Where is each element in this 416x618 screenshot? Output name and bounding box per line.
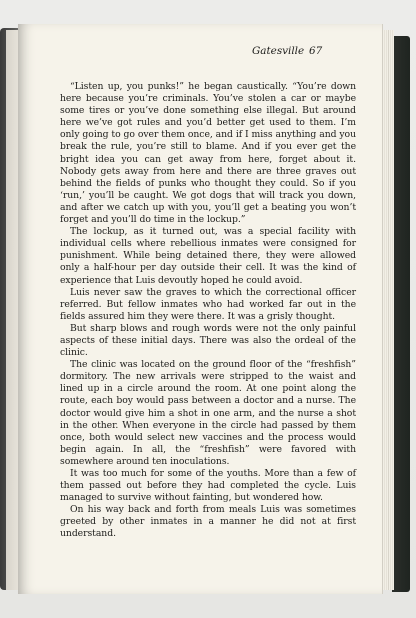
paragraph: On his way back and forth from meals Luis was sometimes greeted by other inmates in a manner he did not at first understand.: [60, 504, 356, 540]
paragraph: The clinic was located on the ground floor of the “freshfish” dormitory. The new arrivals were stripped to the waist and lined up in a circle around the room. At one point along the route, each boy would pass between a doctor and a nurse. The doctor would give him a shot in one arm, and the nurse a shot in the other. When everyone in the circle had passed by them once, both would select new vaccines and the process would begin again. In all, the “freshfish” were favored with somewhere around ten inoculations.: [60, 359, 356, 467]
page-number: 67: [309, 45, 323, 57]
running-head: Gatesville: [252, 45, 305, 57]
paragraph: But sharp blows and rough words were not the only painful aspects of these initial days. There was also the ordeal of the clinic.: [60, 322, 356, 359]
book-cover-right: [392, 36, 410, 592]
paragraph: The lockup, as it turned out, was a special facility with individual cells where rebellious inmates were consigned for punishment. While being detained there, they were allowed only a half-hour per day outside their cell. It was the kind of experience that Luis devoutly hoped he could avoid.: [60, 226, 356, 286]
body-text: [60, 81, 356, 541]
book-page: [18, 24, 382, 594]
paragraph: It was too much for some of the youths. More than a few of them passed out before they had completed the cycle. Luis managed to survive without fainting, but wondered how.: [60, 468, 356, 504]
paragraph: Luis never saw the graves to which the correctional officer referred. But fellow inmates who had worked far out in the fields assured him they were there. It was a grisly thought.: [60, 286, 356, 322]
page-header: [18, 45, 382, 61]
page-stack-edges: [380, 30, 394, 590]
paragraph: “Listen up, you punks!” he began caustically. “You’re down here because you’re criminals. You’ve stolen a car or maybe some tires or you’ve done something else illegal. But around here we’ve got rules and you’d better get used to them. I’m only going to go over them once, and if I miss anything and you break the rule, you’re still to blame. And if you ever get the bright idea you can get away from here, forget about it. Nobody gets away from here and there are three graves out behind the fields of punks who thought they could. So if you ‘run,’ you’ll be caught. We got dogs that will track you down, and after we catch up with you, you’ll get a beating you won’t forget and you’ll do time in the lockup.”: [60, 81, 356, 226]
